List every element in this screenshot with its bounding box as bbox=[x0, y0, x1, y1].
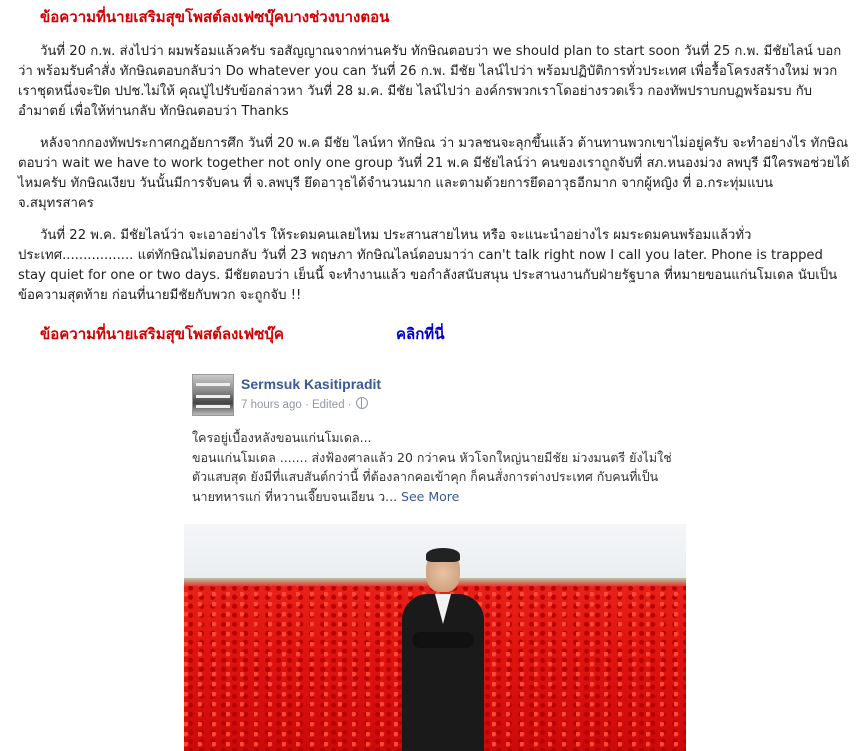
facebook-post-screenshot bbox=[184, 366, 686, 751]
post-time[interactable]: 7 hours ago bbox=[241, 399, 302, 411]
photo-person bbox=[402, 550, 484, 751]
paragraph-2-text: หลังจากกองทัพประกาศกฎอัยการศึก วันที่ 20 พ.ค มีชัย ไลน์หา ทักษิณ ว่า มวลชนจะลุกขึ้นแล้ว ต้านทานพวกเขาไม่อยู่ครับ จะทำอย่างไร ทักษิณตอบว่า wait we have to work together not only one group วันที่ 21 พ.ค มีชัยไลน์ว่า คนของเราถูกจับที่ สภ.หนองม่วง ลพบุรี มีใครพอช่วยได้ไหมครับ ทักษิณเงียบ วันนั้นมีการจับคน ที่ จ.ลพบุรี ยึดอาวุธได้จำนวนมาก และตามด้วยการยึดอาวุธอีกมาก จากผู้หญิง ที่ อ.กระทุ่มแบน จ.สมุทรสาคร bbox=[18, 136, 850, 211]
avatar[interactable] bbox=[192, 374, 234, 416]
subheading-row bbox=[40, 322, 445, 346]
post-text bbox=[192, 428, 678, 506]
post-photo[interactable] bbox=[184, 524, 686, 751]
post-author[interactable]: Sermsuk Kasitipradit bbox=[241, 376, 382, 392]
paragraph-1 bbox=[18, 42, 850, 122]
see-more-link[interactable]: See More bbox=[401, 488, 460, 504]
post-line-2-text: ขอนแก่นโมเดล ....... ส่งฟ้องศาลแล้ว 20 กว่าคน หัวโจกใหญ่นายมีชัย ม่วงมนตรี ยังไม่ใช่ ตัวแสบสุด ยังมีที่แสบสันต์กว่านี้ ที่ต้องลากคอเข้าคุก ก็คนสั่งการต่างประเทศ กับคนที่เป็นนายทหารแก่ ที่หวานเจี๊ยบจนเอียน ว... bbox=[192, 449, 672, 504]
paragraph-2 bbox=[18, 134, 850, 214]
paragraph-3-text: วันที่ 22 พ.ค. มีชัยไลน์ว่า จะเอาอย่างไร ให้ระดมคนเลยไหม ประสานสายไหน หรือ จะแนะนำอย่างไร ผมระดมคนพร้อมแล้วทั่วประเทศ................. แต่ทักษิณไม่ตอบกลับ วันที่ 23 พฤษภา ทักษิณไลน์ตอบมาว่า can't talk right now I call you later. Phone is trapped stay quiet for one or two days. มีชัยตอบว่า เย็นนี้ จะทำงานแล้ว ขอกำลังสนับสนุน ประสานงานกับฝ่ายรัฐบาล ที่หมายขอนแก่นโมเดล นับเป็น ข้อความสุดท้าย ก่อนที่นายมีชัยกับพวก จะถูกจับ !! bbox=[18, 228, 838, 303]
subheading: ข้อความที่นายเสริมสุขโพสต์ลงเฟซบุ๊ค bbox=[40, 325, 284, 343]
click-here-link[interactable]: คลิกที่นี่ bbox=[396, 325, 445, 343]
paragraph-1-text: วันที่ 20 ก.พ. ส่งไปว่า ผมพร้อมแล้วครับ รอสัญญาณจากท่านครับ ทักษิณตอบว่า we should plan to start soon วันที่ 25 ก.พ. มีชัยไลน์ บอกว่า พร้อมรับคำสั่ง ทักษิณตอบกลับว่า Do whatever you can วันที่ 26 ก.พ. มีชัย ไลน์ไปว่า พร้อมปฏิบัติการทั่วประเทศ เพื่อรื้อโครงสร้างใหม่ พวกเราชุดหนึ่งจะปิด ปปช.ไม่ให้ คุณปู่ไปรับข้อกล่าวหา วันที่ 28 ม.ค. มีชัย ไลน์ไปว่า องค์กรพวกเราโดอย่างรวดเร็ว กองทัพปราบกบฏพร้อมรบ กับอำมาตย์ เพื่อให้ท่านกลับ ทักษิณตอบว่า Thanks bbox=[18, 44, 842, 119]
paragraph-3 bbox=[18, 226, 850, 306]
headline: ข้อความที่นายเสริมสุขโพสต์ลงเฟซบุ๊คบางช่วงบางตอน bbox=[40, 8, 390, 26]
post-edited: · Edited · bbox=[304, 399, 352, 411]
post-meta bbox=[241, 397, 368, 411]
post-line-1: ใครอยู่เบื้องหลังขอนแก่นโมเดล... bbox=[192, 430, 372, 445]
post-line-2 bbox=[192, 448, 678, 507]
globe-icon bbox=[356, 397, 368, 409]
